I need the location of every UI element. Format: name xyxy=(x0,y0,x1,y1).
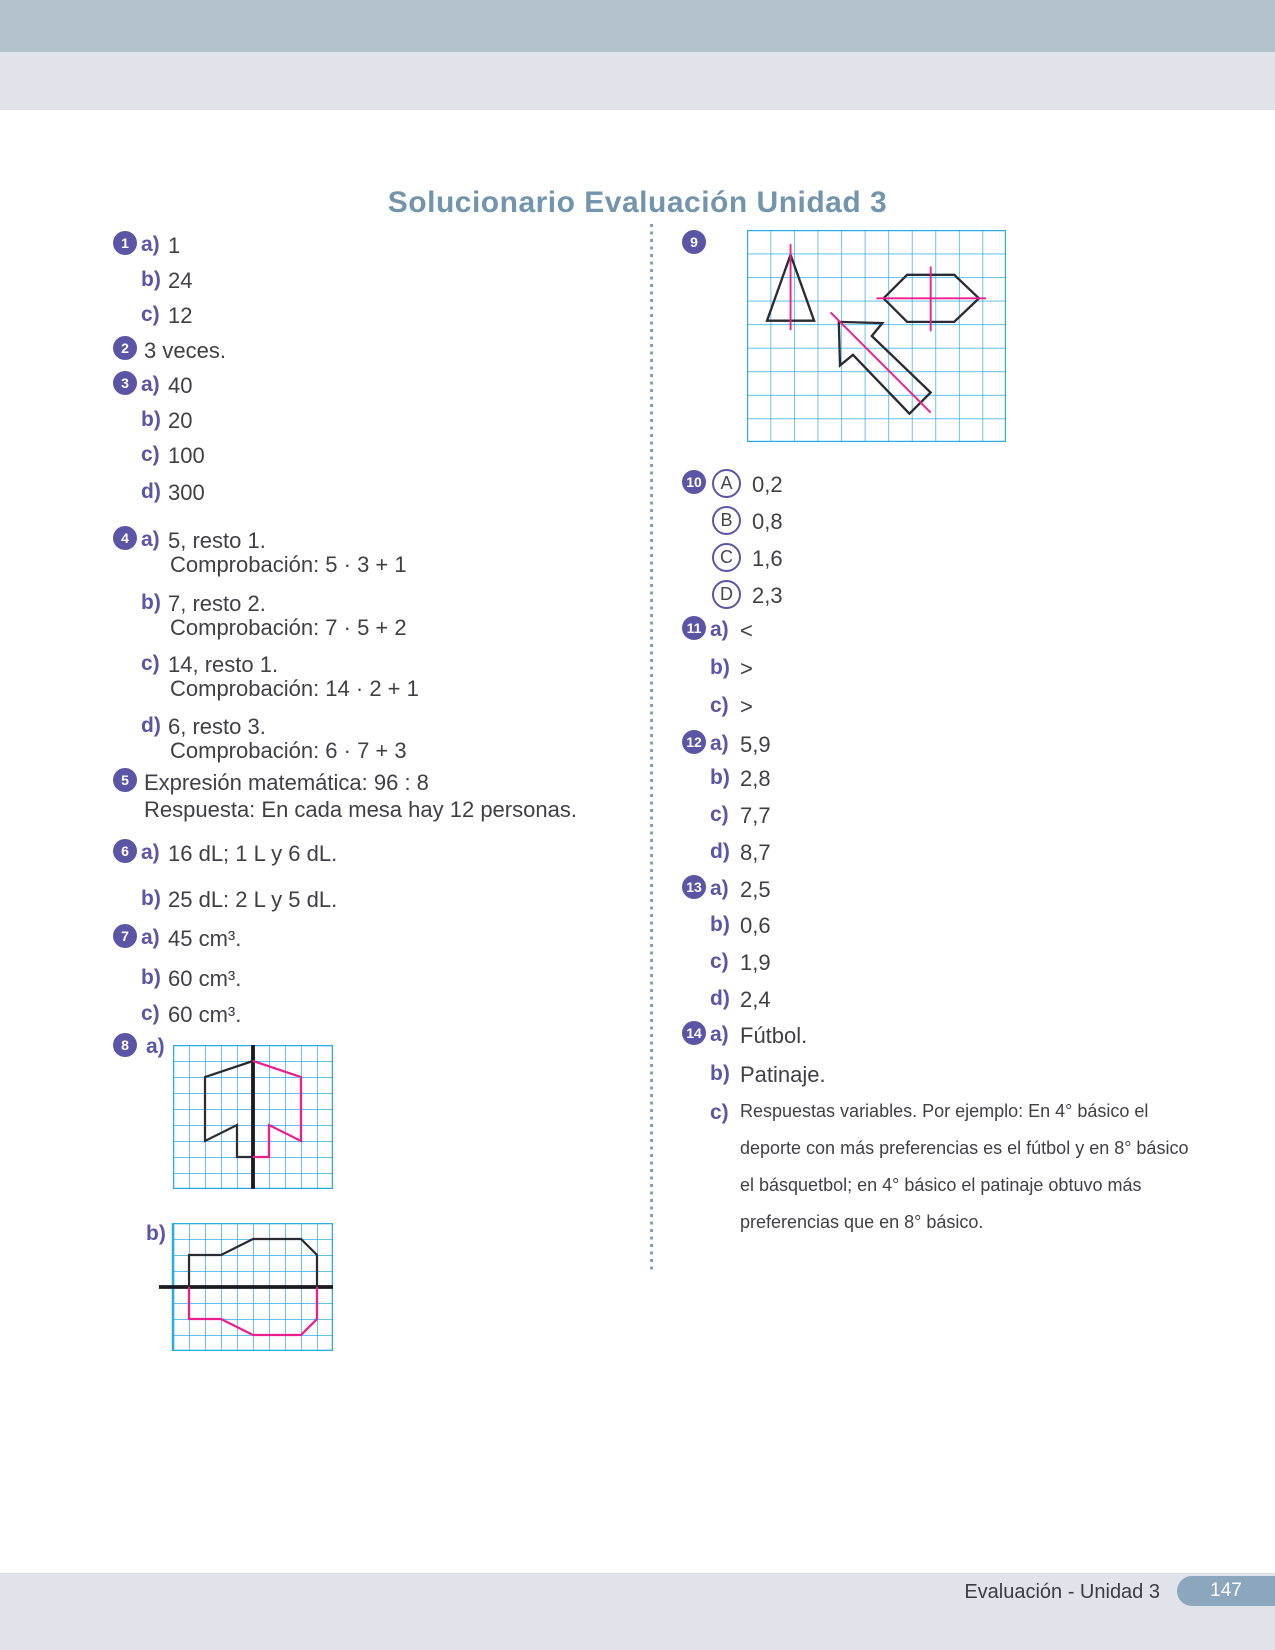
question-6-badge: 6 xyxy=(113,839,137,863)
part-label: a) xyxy=(710,732,729,755)
paragraph-line: Respuestas variables. Por ejemplo: En 4° básico el xyxy=(740,1101,1149,1121)
answer-text: 2,4 xyxy=(740,987,771,1012)
part-label: b) xyxy=(710,656,730,679)
answer-text: 20 xyxy=(168,408,193,433)
answer-text: 60 cm³. xyxy=(168,966,242,991)
choice-value: 0,2 xyxy=(752,472,783,497)
answer-row-3b xyxy=(113,408,653,434)
right-column xyxy=(682,0,1242,1400)
answer-row-7c xyxy=(113,1002,653,1028)
question-8-badge: 8 xyxy=(113,1033,137,1057)
figure-9-symmetry-axes-grid xyxy=(747,230,1006,442)
part-label: a) xyxy=(710,877,729,900)
part-label: a) xyxy=(141,841,160,864)
question-5-badge: 5 xyxy=(113,768,137,792)
answer-text: 2,5 xyxy=(740,877,771,902)
answer-text: > xyxy=(740,694,753,719)
part-label: b) xyxy=(146,1222,166,1245)
choice-value: 1,6 xyxy=(752,546,783,571)
part-label: c) xyxy=(141,443,160,466)
part-label: b) xyxy=(141,966,161,989)
answer-text: Patinaje. xyxy=(740,1062,826,1087)
figure-8a-vertical-symmetry-grid xyxy=(173,1045,333,1189)
answer-row-14a xyxy=(682,1023,1222,1049)
part-label: a) xyxy=(141,528,160,551)
answer-text: 40 xyxy=(168,373,193,398)
choice-circle-a: A xyxy=(712,469,741,498)
answer-row-5 xyxy=(113,770,653,822)
part-label: d) xyxy=(710,840,730,863)
question-2-badge: 2 xyxy=(113,336,137,360)
expression-text: Expresión matemática: 96 : 8 xyxy=(144,770,429,795)
answer-text: 7, resto 2. xyxy=(168,591,266,616)
answer-text: Fútbol. xyxy=(740,1023,808,1048)
page-title: Solucionario Evaluación Unidad 3 xyxy=(387,186,888,220)
answer-row-4c xyxy=(113,652,653,701)
answer-row-12b xyxy=(682,766,1222,792)
part-label: b) xyxy=(141,408,161,431)
part-label: b) xyxy=(710,766,730,789)
part-label: b) xyxy=(141,887,161,910)
question-9-badge: 9 xyxy=(682,230,706,254)
answer-row-14b xyxy=(682,1062,1222,1088)
answer-text: 300 xyxy=(168,480,205,505)
part-label: a) xyxy=(141,233,160,256)
page-number: 147 xyxy=(1210,1580,1242,1601)
answer-row-4a xyxy=(113,528,653,577)
answer-row-10b xyxy=(682,509,1222,535)
answer-text: 45 cm³. xyxy=(168,926,242,951)
question-3-badge: 3 xyxy=(113,371,137,395)
part-label: c) xyxy=(710,950,729,973)
footer-section-label: Evaluación - Unidad 3 xyxy=(964,1581,1160,1603)
answer-row-4b xyxy=(113,591,653,640)
answer-text: 5,9 xyxy=(740,732,771,757)
answer-text: 3 veces. xyxy=(144,338,226,363)
answer-row-3d xyxy=(113,480,653,506)
paragraph-line: preferencias que en 8° básico. xyxy=(740,1212,984,1232)
answer-text: 7,7 xyxy=(740,803,771,828)
answer-row-7b xyxy=(113,966,653,992)
question-13-badge: 13 xyxy=(682,875,706,899)
answer-row-11b xyxy=(682,656,1222,682)
choice-circle-b: B xyxy=(712,506,741,535)
part-label: c) xyxy=(710,1101,729,1124)
answer-row-2 xyxy=(113,338,653,364)
choice-circle-c: C xyxy=(712,543,741,572)
answer-text: 1,9 xyxy=(740,950,771,975)
part-label: d) xyxy=(141,480,161,503)
answer-text: 12 xyxy=(168,303,193,328)
part-label: a) xyxy=(146,1035,165,1058)
part-label: c) xyxy=(710,803,729,826)
answer-text: 6, resto 3. xyxy=(168,714,266,739)
part-label: a) xyxy=(710,618,729,641)
part-label: a) xyxy=(710,1023,729,1046)
part-label: c) xyxy=(141,1002,160,1025)
figure-8b-horizontal-symmetry-grid xyxy=(158,1223,333,1351)
answer-row-6a xyxy=(113,841,653,867)
answer-row-10d xyxy=(682,583,1222,609)
question-4-badge: 4 xyxy=(113,526,137,550)
answer-row-12c xyxy=(682,803,1222,829)
answer-text: > xyxy=(740,656,753,681)
answer-row-13a xyxy=(682,877,1222,903)
answer-text: 5, resto 1. xyxy=(168,528,266,553)
answer-row-13c xyxy=(682,950,1222,976)
choice-value: 0,8 xyxy=(752,509,783,534)
answer-text: 16 dL; 1 L y 6 dL. xyxy=(168,841,338,866)
answer-text: 14, resto 1. xyxy=(168,652,279,677)
answer-row-12d xyxy=(682,840,1222,866)
answer-text: 2,8 xyxy=(740,766,771,791)
part-label: a) xyxy=(141,373,160,396)
choice-value: 2,3 xyxy=(752,583,783,608)
answer-row-10a xyxy=(682,472,1222,498)
answer-row-11a xyxy=(682,618,1222,644)
part-label: c) xyxy=(710,694,729,717)
paragraph-line: deporte con más preferencias es el fútbol y en 8° básico xyxy=(740,1138,1189,1158)
answer-text: 0,6 xyxy=(740,913,771,938)
paragraph-line: el básquetbol; en 4° básico el patinaje obtuvo más xyxy=(740,1175,1142,1195)
answer-row-12a xyxy=(682,732,1222,758)
answer-row-14c xyxy=(682,1101,1222,1251)
answer-text: 25 dL: 2 L y 5 dL. xyxy=(168,887,338,912)
answer-row-3a xyxy=(113,373,653,399)
answer-row-1a xyxy=(113,233,653,259)
question-11-badge: 11 xyxy=(682,616,706,640)
question-10-badge: 10 xyxy=(682,470,706,494)
answer-text: 8,7 xyxy=(740,840,771,865)
part-label: b) xyxy=(141,268,161,291)
left-column xyxy=(113,0,653,1400)
answer-row-1c xyxy=(113,303,653,329)
part-label: a) xyxy=(141,926,160,949)
answer-row-3c xyxy=(113,443,653,469)
verification-text: Comprobación: 5 · 3 + 1 xyxy=(170,552,407,577)
answer-row-6b xyxy=(113,887,653,913)
answer-row-10c xyxy=(682,546,1222,572)
question-1-badge: 1 xyxy=(113,231,137,255)
answer-row-11c xyxy=(682,694,1222,720)
part-label: b) xyxy=(710,1062,730,1085)
part-label: d) xyxy=(141,714,161,737)
answer-text: 24 xyxy=(168,268,193,293)
answer-row-7a xyxy=(113,926,653,952)
answer-row-4d xyxy=(113,714,653,763)
question-12-badge: 12 xyxy=(682,730,706,754)
verification-text: Comprobación: 6 · 7 + 3 xyxy=(170,738,407,763)
page-number-pill xyxy=(1177,1576,1275,1606)
part-label: b) xyxy=(141,591,161,614)
question-7-badge: 7 xyxy=(113,924,137,948)
answer-text: < xyxy=(740,618,753,643)
part-label: b) xyxy=(710,913,730,936)
answer-row-1b xyxy=(113,268,653,294)
verification-text: Comprobación: 14 · 2 + 1 xyxy=(170,676,419,701)
answer-text: 100 xyxy=(168,443,205,468)
part-label: c) xyxy=(141,303,160,326)
answer-row-13d xyxy=(682,987,1222,1013)
choice-circle-d: D xyxy=(712,580,741,609)
answer-text: 60 cm³. xyxy=(168,1002,242,1027)
verification-text: Comprobación: 7 · 5 + 2 xyxy=(170,615,407,640)
answer-row-13b xyxy=(682,913,1222,939)
question-14-badge: 14 xyxy=(682,1021,706,1045)
part-label: c) xyxy=(141,652,160,675)
answer-text: 1 xyxy=(168,233,181,258)
response-text: Respuesta: En cada mesa hay 12 personas. xyxy=(144,797,577,822)
part-label: d) xyxy=(710,987,730,1010)
